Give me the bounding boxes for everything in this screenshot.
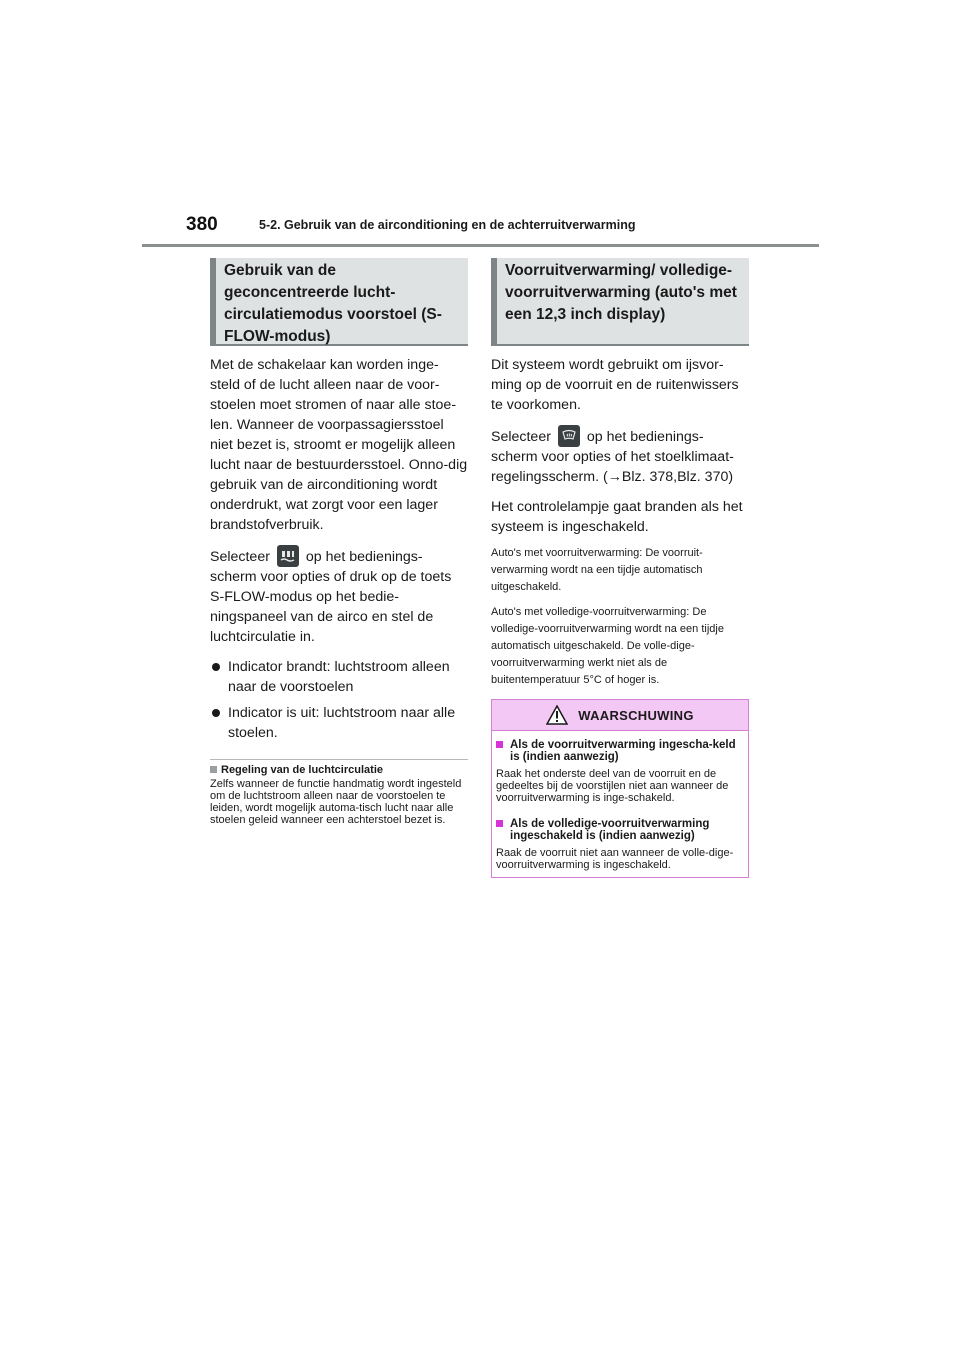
instruction-suffix: op het bedienings-scherm voor opties of druk op de toets S-FLOW-modus op het bedie-ningspaneel van de airco en stel de luchtcirculatie in. <box>210 549 452 645</box>
warning-item-title: Als de voorruitverwarming ingescha-keld is (indien aanwezig) <box>496 739 744 763</box>
bullet-dot-icon <box>212 709 220 717</box>
s-flow-icon <box>277 545 299 567</box>
indicator-list <box>210 657 468 743</box>
windshield-intro: Dit systeem wordt gebruikt om ijsvor-ming op de voorruit en de ruitenwissers te voorkomen. <box>491 357 739 413</box>
list-item: Indicator brandt: luchtstroom alleen naar de voorstoelen <box>210 657 468 697</box>
full-windshield-auto-off-note: Auto's met volledige-voorruitverwarming: De volledige-voorruitverwarming wordt na een tijdje automatisch uitgeschakeld. De volle-dige-voorruitverwarming werkt niet als de buitentemperatuur 5°C of hoger is. <box>491 606 724 686</box>
square-bullet-icon <box>496 741 503 748</box>
right-column <box>491 258 749 878</box>
windshield-heater-icon <box>558 425 580 447</box>
instruction-suffix: op het bedienings-scherm voor opties of het stoelklimaat-regelingsscherm. (→Blz. 378,Blz. 370) <box>491 429 734 485</box>
warning-item-title: Als de volledige-voorruitverwarming ingeschakeld is (indien aanwezig) <box>496 818 744 842</box>
note-body: Zelfs wanneer de functie handmatig wordt ingesteld om de luchtstroom alleen naar de voorstoelen te leiden, wordt mogelijk automa-tisch lucht naar alle stoelen geleid wanneer een achterstoel bezet is. <box>210 778 462 826</box>
warning-item-body: Raak de voorruit niet aan wanneer de volle-dige-voorruitverwarming is ingeschakeld. <box>496 847 734 871</box>
list-item: Indicator is uit: luchtstroom naar alle stoelen. <box>210 703 468 743</box>
square-bullet-icon <box>496 820 503 827</box>
warning-content <box>492 731 748 877</box>
warning-label: WAARSCHUWING <box>578 707 694 723</box>
warning-triangle-icon <box>546 705 568 725</box>
s-flow-intro: Met de schakelaar kan worden inge-steld of de lucht alleen naar de voor-stoelen moet stromen of naar alle stoe-len. Wanneer de voorpassagiersstoel niet bezet is, stroomt er mogelijk alleen lucht naar de bestuurdersstoel. Onno-dig gebruik van de airconditioning wordt onderdrukt, wat zorgt voor een lager brandstofverbruik. <box>210 357 468 533</box>
note-title: Regeling van de luchtcirculatie <box>210 764 468 777</box>
indicator-note: Het controlelampje gaat branden als het systeem is ingeschakeld. <box>491 499 743 535</box>
windshield-auto-off-note: Auto's met voorruitverwarming: De voorruit-verwarming wordt na een tijdje automatisch uitgeschakeld. <box>491 547 703 593</box>
left-column <box>210 258 468 826</box>
instruction-prefix: Selecteer <box>491 429 551 445</box>
warning-box <box>491 699 749 878</box>
section-heading-s-flow: Gebruik van de geconcentreerde lucht-circulatiemodus voorstoel (S-FLOW-modus) <box>210 258 468 346</box>
bullet-dot-icon <box>212 663 220 671</box>
warning-header <box>492 700 748 731</box>
square-bullet-icon <box>210 766 217 773</box>
chapter-title: 5-2. Gebruik van de airconditioning en de achterruitverwarming <box>259 218 636 232</box>
note-divider <box>210 759 468 760</box>
section-heading-windshield: Voorruitverwarming/ volledige-voorruitverwarming (auto's met een 12,3 inch display) <box>491 258 749 346</box>
instruction-prefix: Selecteer <box>210 549 270 565</box>
warning-item-body: Raak het onderste deel van de voorruit en de gedeeltes bij de voorstijlen niet aan wanneer de voorruitverwarming is inge-schakeld. <box>496 768 729 804</box>
header-divider <box>142 244 819 247</box>
page-number: 380 <box>186 214 218 235</box>
windshield-instruction <box>491 425 749 487</box>
s-flow-instruction <box>210 545 468 647</box>
